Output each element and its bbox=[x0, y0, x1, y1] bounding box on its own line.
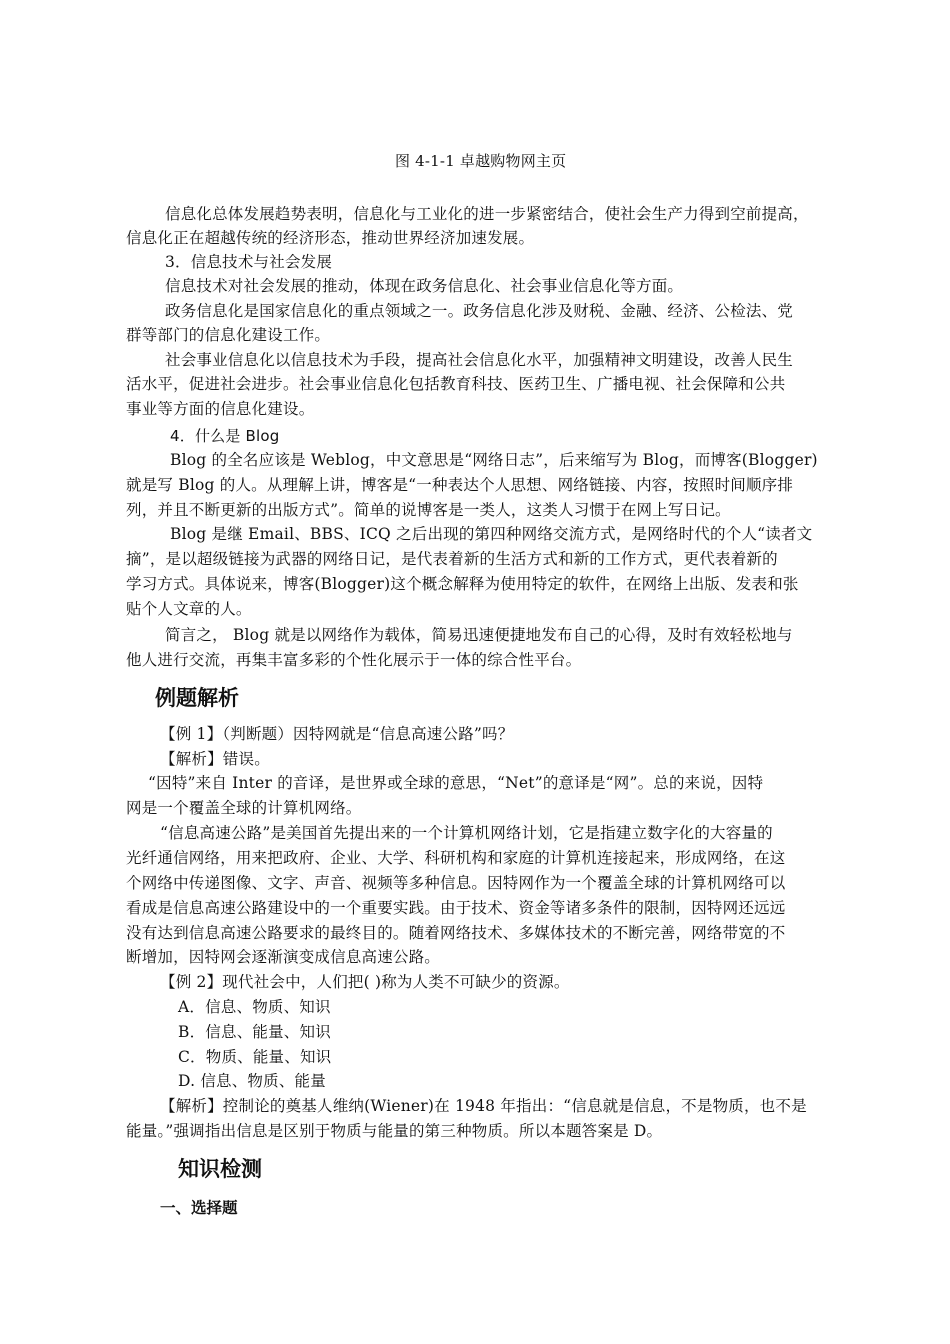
paragraph-line: 政务信息化是国家信息化的重点领域之一。政务信息化涉及财税、金融、经济、公检法、党 bbox=[165, 302, 794, 320]
item-4-title: 4．什么是 Blog bbox=[170, 427, 280, 445]
paragraph-line: 就是写 Blog 的人。从理解上讲，博客是“一种表达个人思想、网络链接、内容，按照时间顺序排 bbox=[126, 476, 794, 494]
section-heading-knowledge: 知识检测 bbox=[178, 1157, 262, 1181]
example-1-answer: 【解析】错误。 bbox=[160, 750, 270, 768]
paragraph-line: 个网络中传递图像、文字、声音、视频等多种信息。因特网作为一个覆盖全球的计算机网络可以 bbox=[126, 874, 786, 892]
paragraph-line: 简言之， Blog 就是以网络作为载体，简易迅速便捷地发布自己的心得，及时有效轻松地与 bbox=[165, 626, 793, 644]
paragraph-line: “信息高速公路”是美国首先提出来的一个计算机网络计划，它是指建立数字化的大容量的 bbox=[160, 824, 773, 842]
paragraph-line: 光纤通信网络，用来把政府、企业、大学、科研机构和家庭的计算机连接起来，形成网络，在这 bbox=[126, 849, 786, 867]
paragraph-line: 信息化正在超越传统的经济形态，推动世界经济加速发展。 bbox=[126, 229, 535, 247]
paragraph-line: 他人进行交流，再集丰富多彩的个性化展示于一体的综合性平台。 bbox=[126, 651, 582, 669]
example-2-option-b: B．信息、能量、知识 bbox=[178, 1023, 331, 1041]
paragraph-line: 断增加，因特网会逐渐演变成信息高速公路。 bbox=[126, 948, 441, 966]
paragraph-line: 能量。”强调指出信息是区别于物质与能量的第三种物质。所以本题答案是 D。 bbox=[126, 1122, 663, 1140]
paragraph-line: 信息化总体发展趋势表明，信息化与工业化的进一步紧密结合，使社会生产力得到空前提高， bbox=[165, 205, 809, 223]
paragraph-line: 群等部门的信息化建设工作。 bbox=[126, 326, 331, 344]
figure-caption: 图 4-1-1 卓越购物网主页 bbox=[395, 152, 567, 170]
example-2-question: 【例 2】现代社会中，人们把( )称为人类不可缺少的资源。 bbox=[160, 973, 570, 991]
example-2-option-d: D. 信息、物质、能量 bbox=[178, 1072, 326, 1090]
paragraph-line: Blog 的全名应该是 Weblog，中文意思是“网络日志”，后来缩写为 Blog，而博客(Blogger) bbox=[170, 451, 818, 469]
paragraph-line: 没有达到信息高速公路要求的最终目的。随着网络技术、多媒体技术的不断完善，网络带宽的不 bbox=[126, 924, 786, 942]
paragraph-line: 事业等方面的信息化建设。 bbox=[126, 400, 315, 418]
example-1-question: 【例 1】（判断题）因特网就是“信息高速公路”吗？ bbox=[160, 725, 514, 743]
paragraph-line: 看成是信息高速公路建设中的一个重要实践。由于技术、资金等诸多条件的限制，因特网还远远 bbox=[126, 899, 786, 917]
paragraph-line: Blog 是继 Email、BBS、ICQ 之后出现的第四种网络交流方式，是网络时代的个人“读者文 bbox=[170, 525, 813, 543]
paragraph-line: 贴个人文章的人。 bbox=[126, 600, 252, 618]
paragraph-line: 社会事业信息化以信息技术为手段，提高社会信息化水平，加强精神文明建设，改善人民生 bbox=[165, 351, 794, 369]
paragraph-line: 学习方式。具体说来，博客(Blogger)这个概念解释为使用特定的软件，在网络上出版、发表和张 bbox=[126, 575, 799, 593]
paragraph-line: 列，并且不断更新的出版方式”。简单的说博客是一类人，这类人习惯于在网上写日记。 bbox=[126, 501, 731, 519]
subsection-heading: 一、选择题 bbox=[160, 1199, 238, 1217]
example-2-analysis: 【解析】控制论的奠基人维纳(Wiener)在 1948 年指出：“信息就是信息，不是物质，也不是 bbox=[160, 1097, 807, 1115]
paragraph-line: 信息技术对社会发展的推动，体现在政务信息化、社会事业信息化等方面。 bbox=[165, 277, 684, 295]
paragraph-line: “因特”来自 Inter 的音译，是世界或全球的意思，“Net”的意译是“网”。总的来说，因特 bbox=[148, 774, 764, 792]
example-2-option-a: A．信息、物质、知识 bbox=[178, 998, 331, 1016]
item-3-title: 3．信息技术与社会发展 bbox=[165, 253, 333, 271]
paragraph-line: 摘”，是以超级链接为武器的网络日记，是代表着新的生活方式和新的工作方式，更代表着新的 bbox=[126, 550, 778, 568]
paragraph-line: 活水平，促进社会进步。社会事业信息化包括教育科技、医药卫生、广播电视、社会保障和公共 bbox=[126, 375, 786, 393]
example-2-option-c: C．物质、能量、知识 bbox=[178, 1048, 332, 1066]
paragraph-line: 网是一个覆盖全球的计算机网络。 bbox=[126, 799, 362, 817]
section-heading-examples: 例题解析 bbox=[155, 686, 239, 710]
